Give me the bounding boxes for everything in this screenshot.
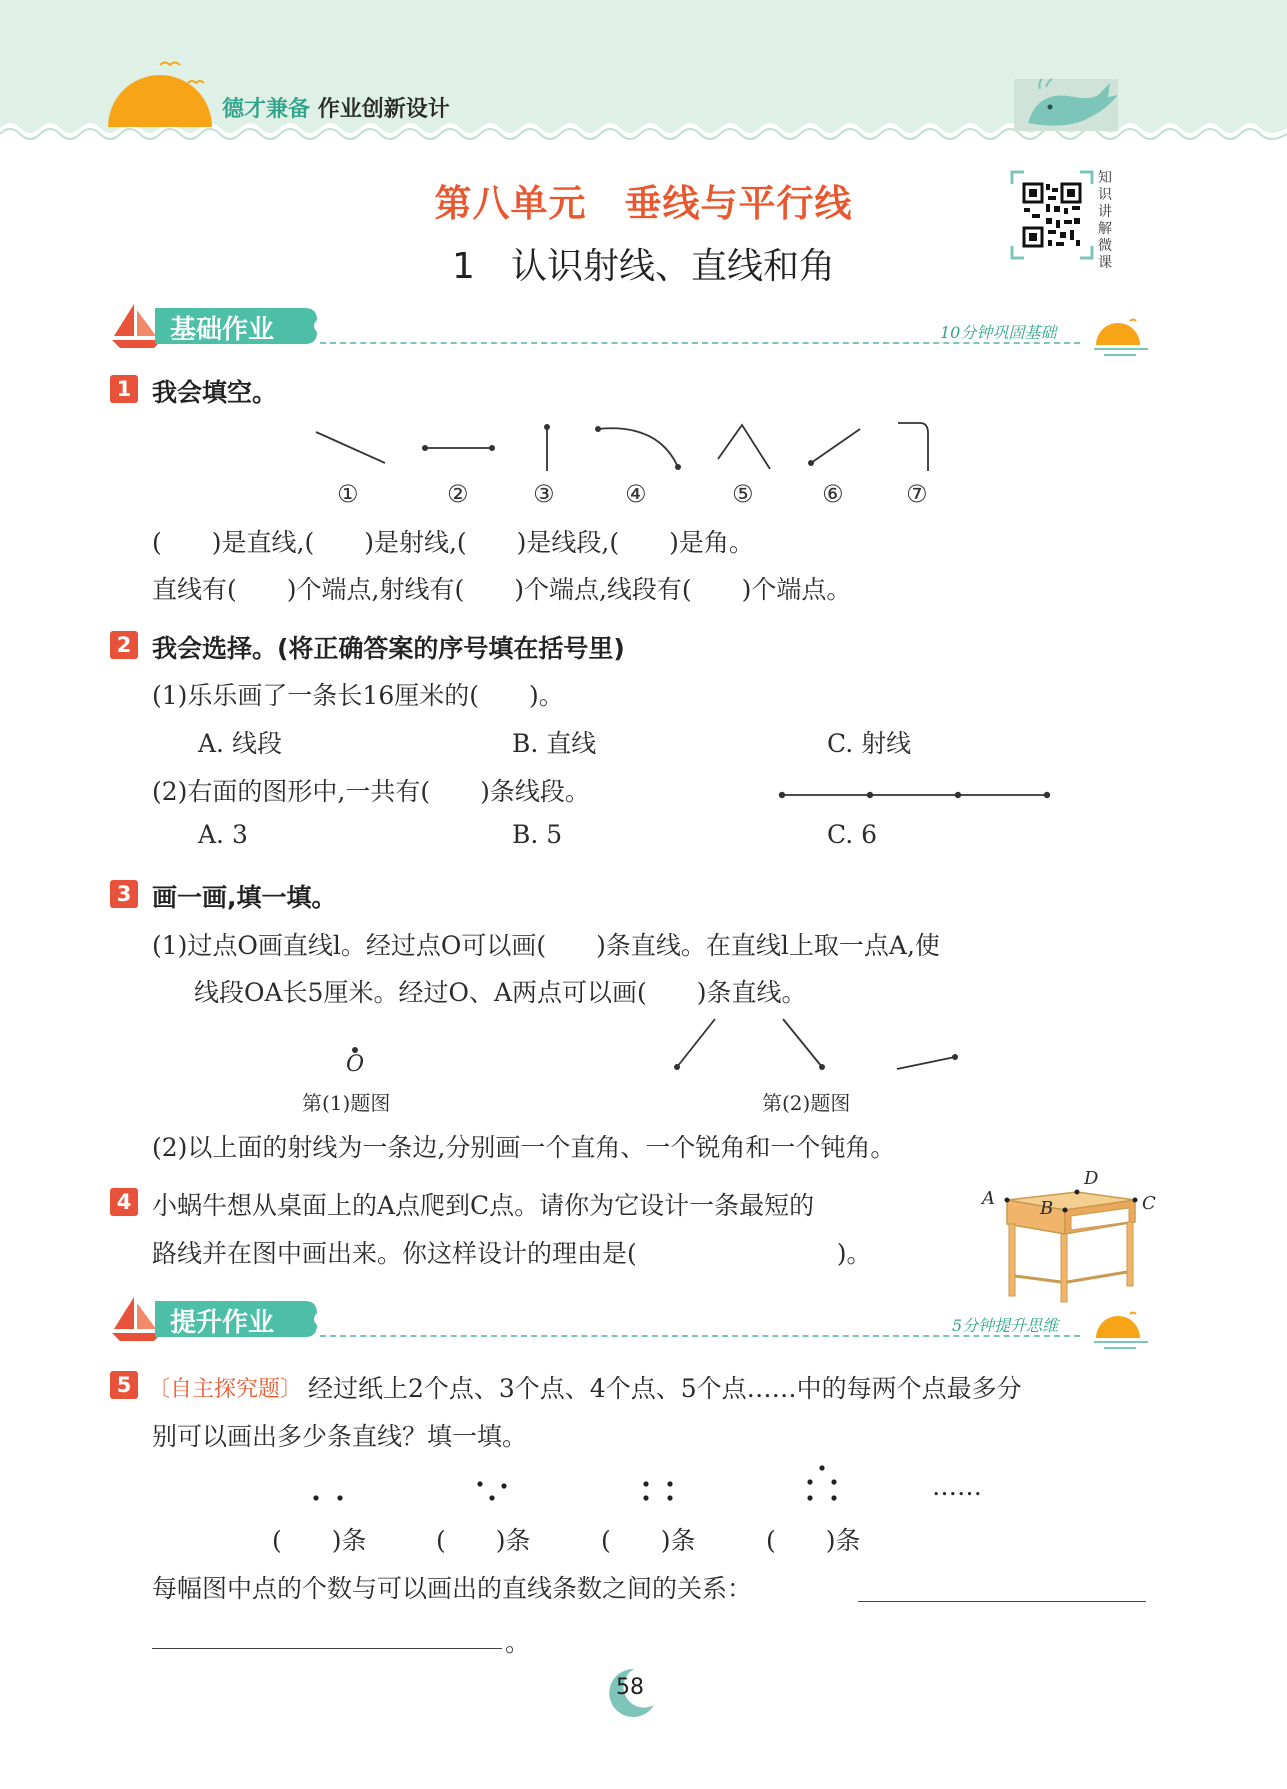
q4-desk-figure[interactable] — [995, 1180, 1155, 1310]
q1-label-6: ⑥ — [822, 480, 844, 508]
q1-fill-line-2[interactable]: 直线有( )个端点,射线有( )个端点,线段有( )个端点。 — [152, 575, 852, 604]
q3-fig1-caption: 第(1)题图 — [302, 1091, 391, 1115]
q2-sub1-option-a: A. 线段 — [198, 729, 282, 758]
section-advanced-label: 提升作业 — [170, 1308, 275, 1338]
question-3-number: 3 — [110, 880, 138, 908]
q5-blank-3[interactable]: ( )条 — [601, 1526, 696, 1555]
page-number: 58 — [616, 1675, 644, 1700]
q1-figure-7 — [898, 423, 928, 471]
q1-label-2: ② — [447, 480, 469, 508]
question-2-number: 2 — [110, 631, 138, 659]
q5-blank-1[interactable]: ( )条 — [272, 1526, 367, 1555]
q4-label-d: D — [1084, 1168, 1099, 1189]
q2-sub1-option-b: B. 直线 — [512, 729, 597, 758]
q5-answer-line-1[interactable] — [858, 1601, 1146, 1602]
section-advanced-note: 5分钟提升思维 — [952, 1316, 1059, 1335]
q1-figure-4 — [595, 426, 681, 470]
unit-title: 第八单元 垂线与平行线 — [434, 182, 853, 225]
q1-figure-3 — [544, 424, 550, 471]
whale-icon — [1010, 75, 1130, 135]
sunset-icon — [1092, 315, 1152, 359]
q3-draw-line: (2)以上面的射线为一条边,分别画一个直角、一个锐角和一个钝角。 — [152, 1133, 896, 1162]
q5-dots-5 — [807, 1465, 836, 1500]
q2-sub2-text[interactable]: (2)右面的图形中,一共有( )条线段。 — [152, 777, 590, 806]
q1-fill-line-1[interactable]: ( )是直线,( )是射线,( )是线段,( )是角。 — [152, 528, 754, 557]
q1-label-4: ④ — [625, 480, 647, 508]
qr-code-icon[interactable] — [1010, 170, 1094, 260]
section-basic-label: 基础作业 — [170, 315, 275, 345]
q2-sub2-option-a: A. 3 — [198, 820, 248, 849]
q5-relation-text: 每幅图中点的个数与可以画出的直线条数之间的关系： — [152, 1574, 753, 1603]
brand-dark-text: 作业创新设计 — [317, 97, 450, 122]
lesson-title: 1 认识射线、直线和角 — [452, 246, 835, 287]
q1-figure-5 — [718, 425, 770, 469]
q3-rays-figure — [665, 1015, 975, 1075]
q5-answer-line-2[interactable] — [152, 1648, 502, 1649]
q5-dots-2 — [313, 1495, 342, 1500]
question-4-number: 4 — [110, 1188, 138, 1216]
q2-sub2-option-c: C. 6 — [827, 820, 878, 849]
q5-dots-3 — [477, 1481, 506, 1500]
q5-tag: 〔自主探究题〕 — [148, 1377, 303, 1402]
q5-end-mark: 。 — [505, 1628, 531, 1657]
question-2-title: 我会选择。(将正确答案的序号填在括号里) — [152, 634, 625, 663]
q4-label-c: C — [1142, 1193, 1156, 1214]
q4-text-line-1: 小蜗牛想从桌面上的A点爬到C点。请你为它设计一条最短的 — [152, 1191, 815, 1220]
brand-green-text: 德才兼备 — [222, 97, 311, 122]
q5-blank-2[interactable]: ( )条 — [436, 1526, 531, 1555]
q1-figure-2 — [422, 445, 495, 451]
q4-label-b: B — [1040, 1198, 1054, 1219]
section-basic-note: 10分钟巩固基础 — [940, 323, 1057, 342]
q2-sub2-option-b: B. 5 — [512, 820, 563, 849]
q2-segment-figure — [770, 783, 1060, 807]
q4-label-a: A — [982, 1188, 995, 1209]
qr-label: 知识讲解微课 — [1098, 170, 1112, 271]
q5-text-line-2: 别可以画出多少条直线？填一填。 — [152, 1422, 528, 1451]
sunset-icon — [1092, 1308, 1152, 1352]
brand-title — [222, 92, 450, 123]
q1-label-1: ① — [337, 480, 359, 508]
q3-fill-line-2[interactable]: 线段OA长5厘米。经过O、A两点可以画( )条直线。 — [194, 978, 807, 1007]
q1-figure-6 — [808, 429, 860, 466]
q5-ellipsis: …… — [932, 1472, 982, 1501]
q3-fig2-caption: 第(2)题图 — [762, 1091, 851, 1115]
q1-label-3: ③ — [533, 480, 555, 508]
q1-label-5: ⑤ — [732, 480, 754, 508]
question-1-title: 我会填空。 — [152, 378, 278, 407]
q5-dot-figures — [300, 1458, 860, 1508]
question-5-number: 5 — [110, 1371, 138, 1399]
q3-point-o-label: O — [346, 1052, 365, 1077]
q2-sub1-text[interactable]: (1)乐乐画了一条长16厘米的( )。 — [152, 681, 564, 710]
q5-dots-4 — [643, 1481, 672, 1500]
q2-sub1-option-c: C. 射线 — [827, 729, 912, 758]
sun-logo-icon — [100, 55, 220, 135]
q5-blank-4[interactable]: ( )条 — [766, 1526, 861, 1555]
question-1-number: 1 — [110, 375, 138, 403]
q4-text-line-2[interactable]: 路线并在图中画出来。你这样设计的理由是( )。 — [152, 1239, 872, 1268]
q5-text-line-1: 经过纸上2个点、3个点、4个点、5个点……中的每两个点最多分 — [308, 1374, 1022, 1403]
q3-fill-line-1[interactable]: (1)过点O画直线l。经过点O可以画( )条直线。在直线l上取一点A,使 — [152, 931, 940, 960]
q1-label-7: ⑦ — [906, 480, 928, 508]
question-3-title: 画一画,填一填。 — [152, 883, 337, 912]
q1-figures — [300, 415, 960, 480]
q1-figure-1 — [316, 432, 385, 463]
